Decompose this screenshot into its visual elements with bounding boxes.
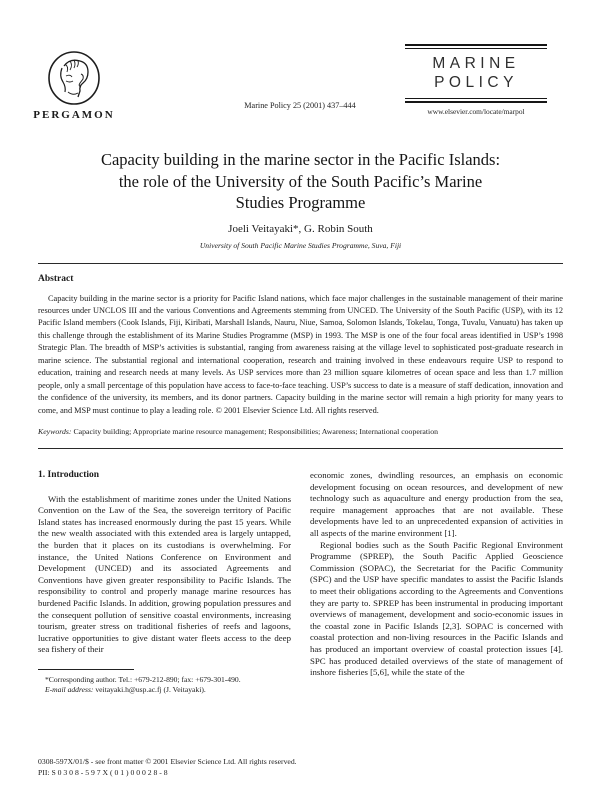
left-column [38, 470, 291, 696]
abstract-top-divider [38, 263, 563, 264]
page-footer [38, 756, 297, 778]
footnote-contact-line: *Corresponding author. Tel.: +679-212-890; fax: +679-301-490. [45, 674, 241, 684]
publisher-name: PERGAMON [33, 109, 115, 121]
publisher-logo-block [8, 50, 140, 121]
intro-paragraph-2: Regional bodies such as the South Pacific Regional Environment Programme (SPREP), the South Pacific Applied Geoscience Commission (SOPAC), the Secretariat for the Pacific Community (SPC) and the USP have specific mandates to assist the Pacific Islands to meet their obligations according to the Agreements and Conventions they are party to. SPREP has been instrumental in producing important overviews of management, development and socio-economic issues in the coastal zone in Pacific Islands [2,3]. SOPAC is concerned with coastal protection and non-living resources in the Pacific Islands and has produced an important overview of coastal protection issues [4]. SPC has produced detailed overviews of the state of management of inshore fisheries [5,6], while the state of the [310, 539, 563, 678]
pergamon-medallion-icon [44, 50, 104, 107]
author-names: Joeli Veitayaki*, G. Robin South [228, 222, 373, 235]
masthead [0, 0, 600, 135]
right-column [310, 470, 563, 696]
article-title-line3: Studies Programme [235, 193, 366, 212]
journal-title [405, 49, 547, 98]
intro-paragraph-1-continued: economic zones, dwindling resources, an emphasis on economic development focusing on ocean resources, and development of new technology such as aquaculture and energy production from the sea, require management approaches that are not available. These developments have led to an unprecedented expansion of activities in all aspects of the marine environment [1]. [310, 470, 563, 538]
footnote-email-line [38, 685, 291, 696]
journal-title-line2: POLICY [434, 74, 518, 91]
intro-paragraph-1: With the establishment of maritime zones under the United Nations Convention on the Law of the Sea, the sovereign territory of Pacific Island states has increased enormously during the past 15 years. While the new wealth associated with this extended area is largely untapped, the burden that it places on its custodians is overwhelming. For instance, the United Nations Conference on Environment and Development (UNCED) and its associated Agreements and Conventions have given greater responsibility to Pacific Islands. The responsibility to control and properly manage marine resources has burdened Pacific Islands. In addition, growing population pressures and the consequent pollution of sensitive coastal environments, increasing tourism, greater stress on traditional fisheries of reefs and lagoons, lucrative opportunities to give distant water fleets access to the deep sea fishery of their [38, 493, 291, 655]
abstract-text: Capacity building in the marine sector is a priority for Pacific Island nations, which face major challenges in the sustainable management of their marine resources under UNCLOS III and the various Conventions and Agreements stemming from UNCED. The University of the South Pacific (USP), with its 12 Pacific Island members (Cook Islands, Fiji, Kiribati, Marshall Islands, Nauru, Niue, Samoa, Solomon Islands, Tokelau, Tonga, Tuvalu, Vanuatu) has taken up this challenge through the establishment of its Marine Studies Programme (MSP) in 1993. The MSP is one of the four focal areas identified in USP’s 1998 Strategic Plan. The breadth of MSP’s activities is substantial, ranging from awareness raising at the village level to sophisticated post-graduate research in marine science. The substantial regional and international cooperation, research and training involved in these endeavours require USP to respond to education, training and research needs at many levels. As USP services more than 23 million square kilometres of ocean space and less than 1.7 million people, only a small percentage of this population have access to face-to-face teaching. USP’s success to date is a measure of staff dedication, innovation and the confidence of the university, its members, and its donor partners. Capacity building in the marine sector will remain a high priority for many years to come, and MSP must continue to play a leading role. © 2001 Elsevier Science Ltd. All rights reserved. [38, 293, 563, 415]
author-affiliation: University of South Pacific Marine Studies Programme, Suva, Fiji [199, 240, 402, 250]
journal-title-line1: MARINE [432, 55, 520, 72]
footer-copyright-line: 0308-597X/01/$ - see front matter © 2001 Elsevier Science Ltd. All rights reserved. [38, 757, 297, 766]
journal-box-top-rule [405, 44, 547, 46]
article-content [38, 149, 563, 696]
journal-box-bottom-rule-thin [405, 98, 547, 99]
body-columns [38, 470, 563, 696]
journal-title-box [405, 44, 547, 116]
footnote-email-value: veitayaki.h@usp.ac.fj (J. Veitayaki). [93, 685, 206, 695]
section-heading-introduction: 1. Introduction [38, 470, 100, 481]
article-title [38, 149, 563, 214]
journal-url: www.elsevier.com/locate/marpol [427, 107, 525, 116]
article-title-line1: Capacity building in the marine sector in the Pacific Islands: [100, 150, 501, 169]
keywords-bottom-divider [38, 448, 563, 449]
keywords-line [38, 427, 563, 436]
keywords-list: Capacity building; Appropriate marine resource management; Responsibilities; Awareness; International cooperation [73, 427, 439, 437]
journal-citation: Marine Policy 25 (2001) 437–444 [244, 101, 356, 110]
journal-box-bottom-rule [405, 101, 547, 103]
article-title-line2: the role of the University of the South Pacific’s Marine [118, 171, 483, 191]
footnote-email-label: E-mail address: [45, 685, 94, 695]
footer-pii-line: PII: S 0 3 0 8 - 5 9 7 X ( 0 1 ) 0 0 0 2 8 - 8 [38, 768, 168, 777]
abstract-heading: Abstract [38, 273, 74, 284]
footnote-divider [38, 669, 134, 670]
corresponding-author-footnote [38, 669, 291, 696]
keywords-label: Keywords: [38, 427, 72, 437]
